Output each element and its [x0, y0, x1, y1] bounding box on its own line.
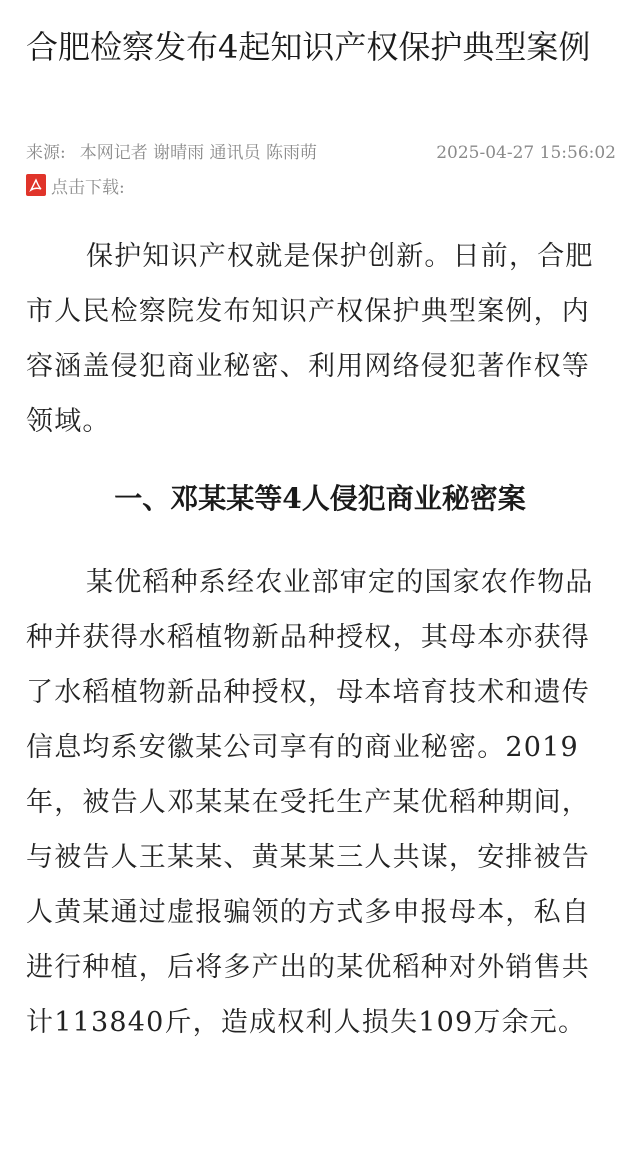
pdf-file-icon[interactable]: [26, 174, 46, 196]
download-label[interactable]: 点击下载:: [51, 177, 125, 198]
source-label: 来源:: [26, 143, 66, 163]
intro-paragraph-text: 保护知识产权就是保护创新。日前，合肥市人民检察院发布知识产权保护典型案例，内容涵盖侵犯商业秘密、利用网络侵犯著作权等领域。: [26, 241, 594, 437]
article-meta: [26, 140, 616, 166]
section-heading: 一、邓某某等4人侵犯商业秘密案: [114, 482, 526, 515]
case-paragraph: [26, 555, 596, 1050]
intro-paragraph: [26, 229, 596, 449]
case-paragraph-text: 某优稻种系经农业部审定的国家农作物品种并获得水稻植物新品种授权，其母本亦获得了水稻植物新品种授权，母本培育技术和遗传信息均系安徽某公司享有的商业秘密。2019年，被告人邓某某在受托生产某优稻种期间，与被告人王某某、黄某某三人共谋，安排被告人黄某通过虚报骗领的方式多申报母本，私自进行种植，后将多产出的某优稻种对外销售共计113840斤，造成权利人损失109万余元。: [26, 567, 594, 1038]
publish-date: 2025-04-27 15:56:02: [436, 143, 616, 163]
download-link[interactable]: [26, 172, 125, 198]
article-title: 合肥检察发布4起知识产权保护典型案例: [26, 28, 591, 66]
source-authors: 本网记者 谢晴雨 通讯员 陈雨萌: [79, 143, 317, 163]
